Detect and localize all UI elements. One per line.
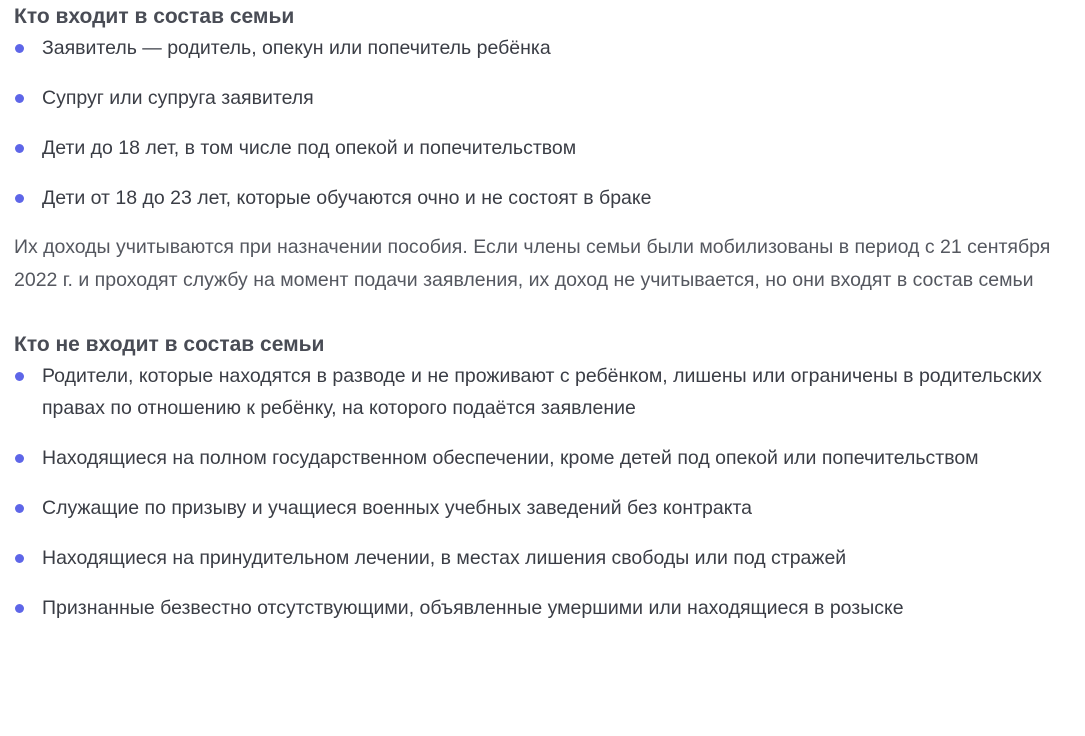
- bullet-dot-icon: [15, 194, 24, 203]
- list-item-text: Находящиеся на полном государственном обеспечении, кроме детей под опекой или попечительством: [42, 447, 979, 469]
- bullet-dot-icon: [15, 94, 24, 103]
- list-item: [14, 32, 1071, 64]
- list-item-text: Заявитель — родитель, опекун или попечитель ребёнка: [42, 37, 551, 59]
- bullet-dot-icon: [15, 504, 24, 513]
- bullet-dot-icon: [15, 44, 24, 53]
- list-item: [14, 82, 1071, 114]
- list-item-text: Служащие по призыву и учащиеся военных учебных заведений без контракта: [42, 497, 753, 519]
- list-item: [14, 360, 1071, 424]
- list-item-text: Дети до 18 лет, в том числе под опекой и попечительством: [42, 137, 577, 159]
- list-item-text: Дети от 18 до 23 лет, которые обучаются очно и не состоят в браке: [42, 187, 652, 209]
- list-item: [14, 442, 1071, 474]
- bullet-dot-icon: [15, 454, 24, 463]
- list-item-text: Признанные безвестно отсутствующими, объявленные умершими или находящиеся в розыске: [42, 597, 904, 619]
- bullet-dot-icon: [15, 604, 24, 613]
- list-item: [14, 542, 1071, 574]
- list-item-text: Родители, которые находятся в разводе и не проживают с ребёнком, лишены или ограничены в родительских правах по отношению к ребёнку, на которого подаётся заявление: [42, 365, 1042, 419]
- list-item: [14, 182, 1071, 214]
- bullet-dot-icon: [15, 372, 24, 381]
- bullet-dot-icon: [15, 554, 24, 563]
- excluded-members-list: [14, 360, 1071, 624]
- list-item: [14, 492, 1071, 524]
- list-item: [14, 132, 1071, 164]
- bullet-dot-icon: [15, 144, 24, 153]
- income-note: Их доходы учитываются при назначении пособия. Если члены семьи были мобилизованы в период с 21 сентября 2022 г. и проходят службу на момент подачи заявления, их доход не учитывается, но они входят в состав семьи: [14, 236, 1051, 291]
- list-item-text: Находящиеся на принудительном лечении, в местах лишения свободы или под стражей: [42, 547, 847, 569]
- list-item-text: Супруг или супруга заявителя: [42, 87, 314, 109]
- list-item: [14, 592, 1071, 624]
- section-title-excluded: Кто не входит в состав семьи: [14, 333, 325, 356]
- section-title-included: Кто входит в состав семьи: [14, 5, 295, 28]
- included-members-list: [14, 32, 1071, 214]
